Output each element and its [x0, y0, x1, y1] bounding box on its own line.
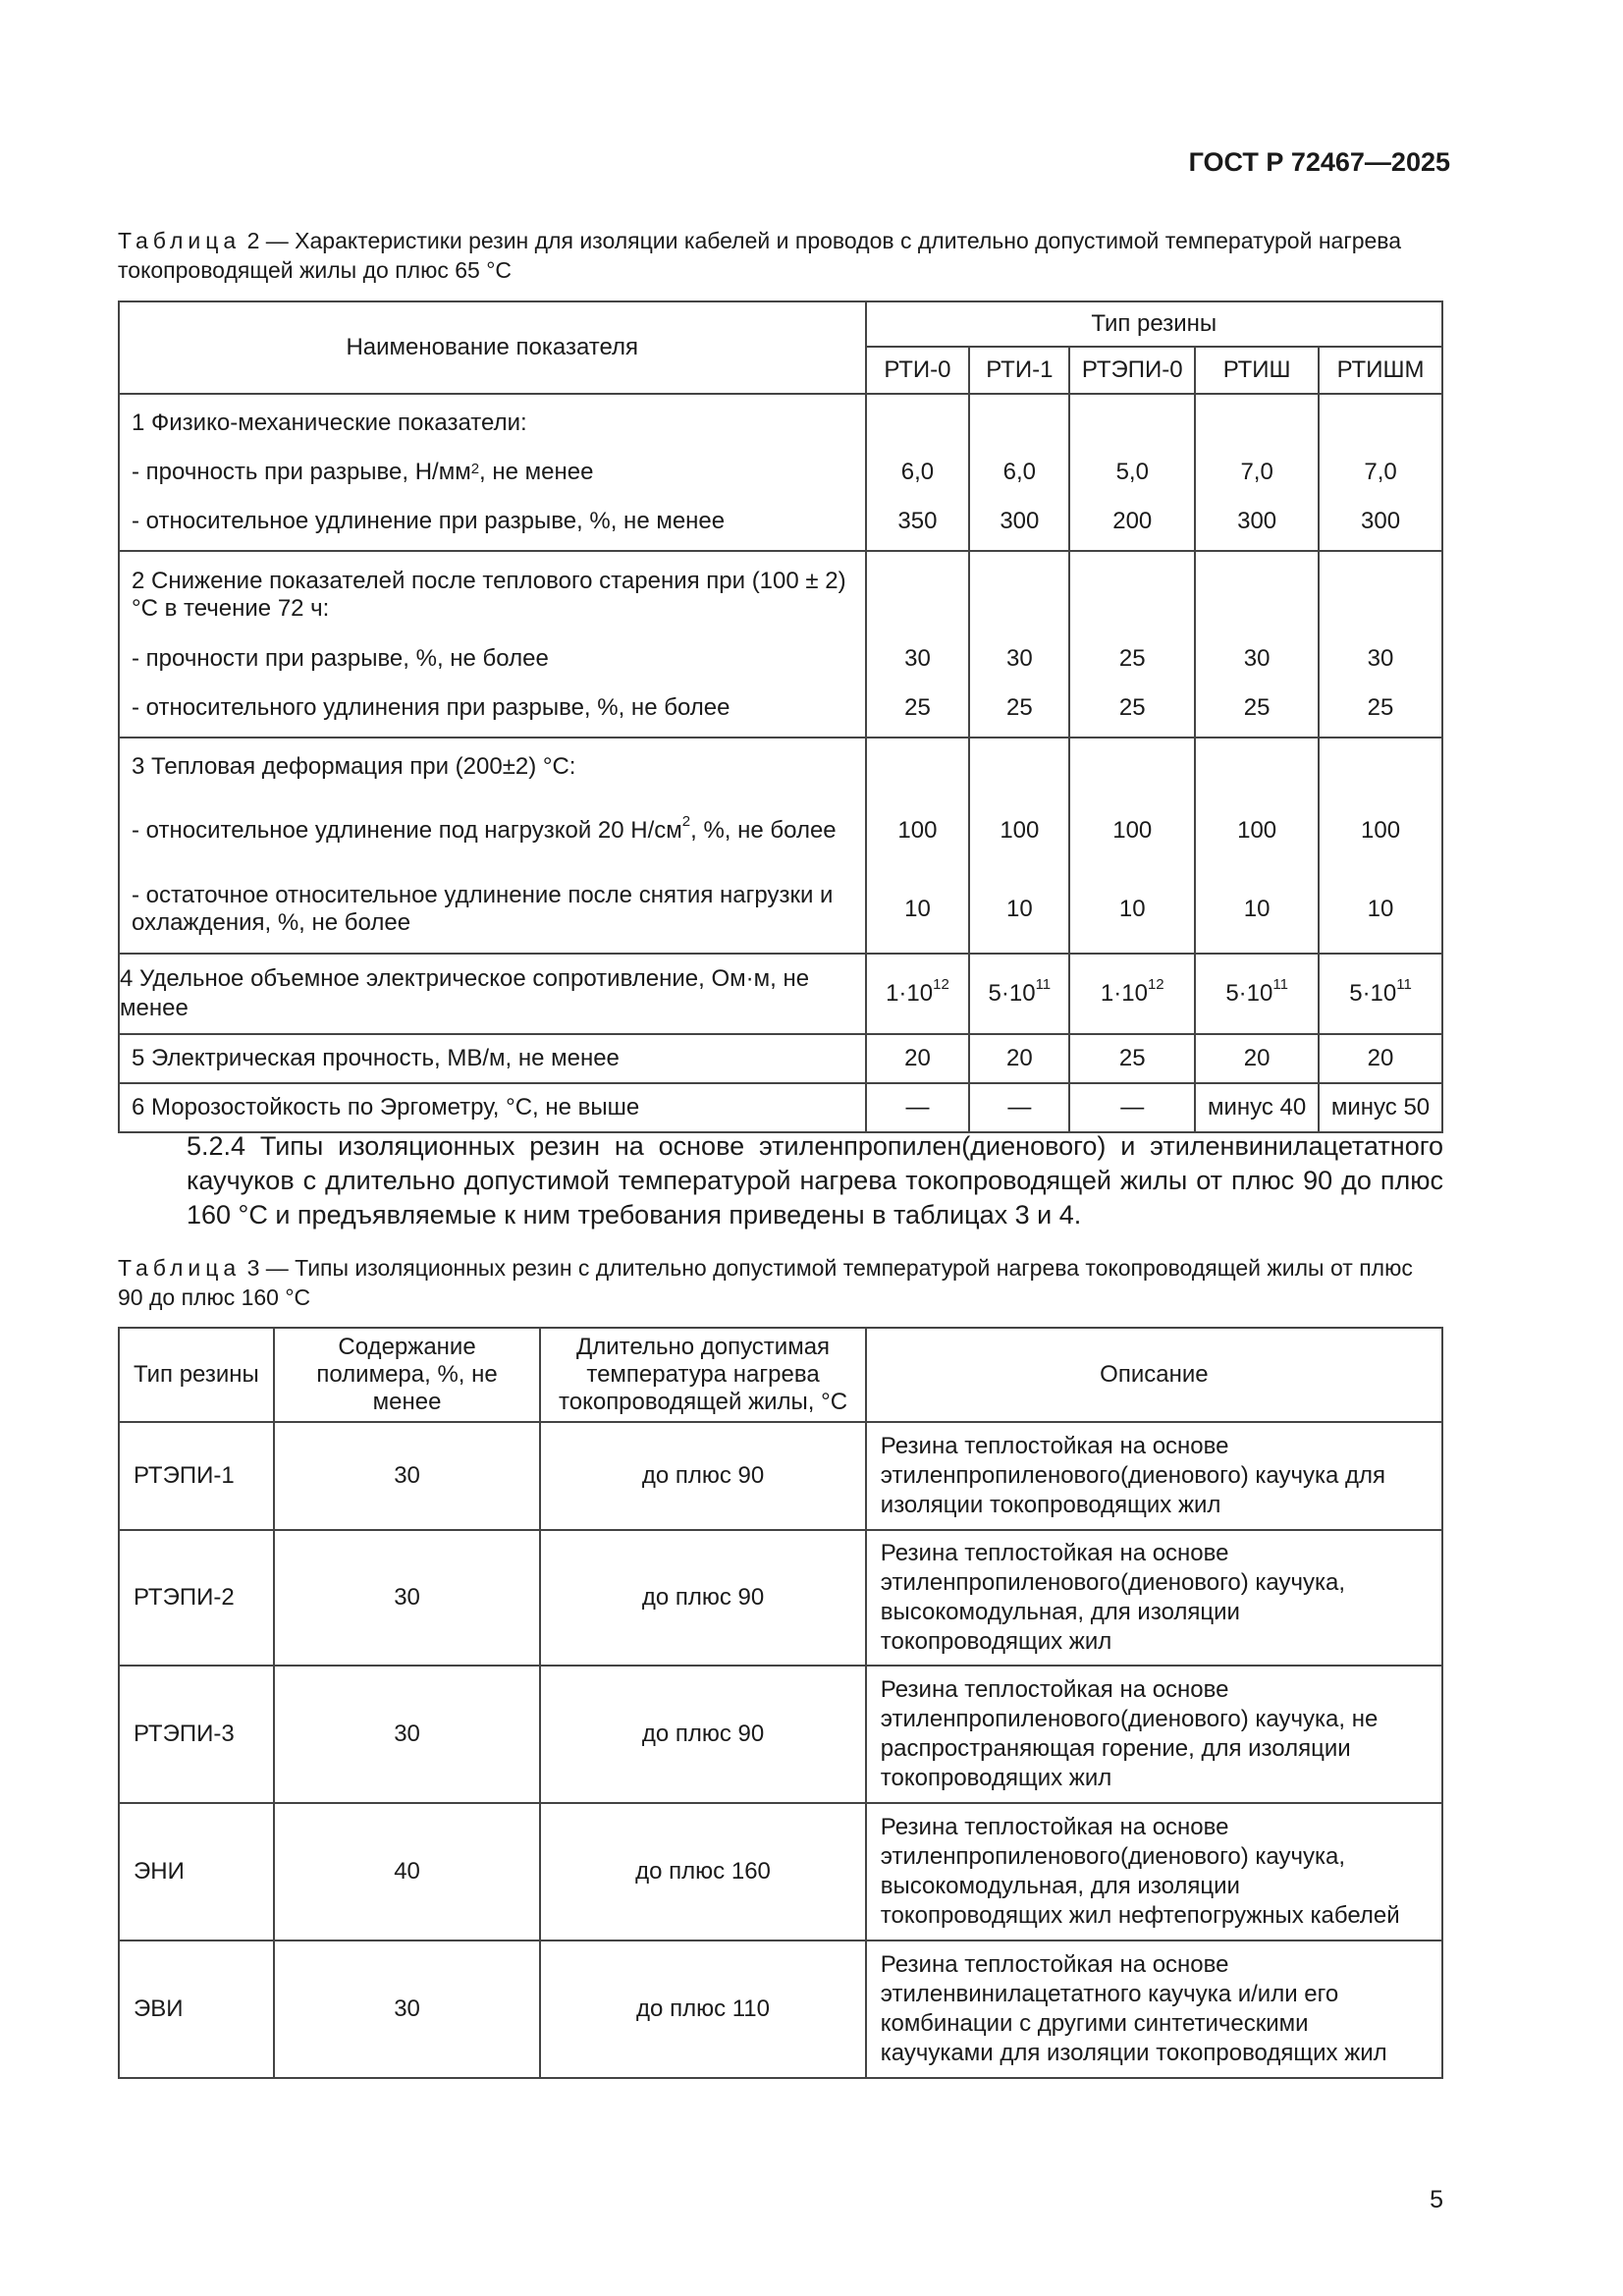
t2-cell: 10 [1243, 896, 1271, 922]
t2-type: РТИ-1 [969, 347, 1069, 394]
t2-col-group: Тип резины [866, 301, 1443, 347]
t3-desc: Резина теплостойкая на основе этиленпропиленового(диенового) каучука, не распространяющая горение, для изоляции токопроводящих жил [866, 1666, 1442, 1803]
t2-r2b-label: - относительного удлинения при разрыве, %, не более [132, 694, 730, 721]
t3-header: Описание [866, 1328, 1442, 1422]
table2 [118, 301, 1443, 1133]
table3-caption-text: 3 — Типы изоляционных резин с длительно допустимой температурой нагрева токопроводящей жилы от плюс 90 до плюс 160 °С [118, 1255, 1413, 1310]
t2-cell: $5\cdot 10^{11}$ [1319, 954, 1442, 1034]
t3-type: РТЭПИ-1 [119, 1422, 274, 1530]
t3-type: ЭНИ [119, 1803, 274, 1941]
t2-r1b-label: - относительное удлинение при разрыве, %, не менее [132, 508, 726, 534]
t3-content: 30 [274, 1530, 540, 1666]
t3-content: 30 [274, 1941, 540, 2078]
t2-cell: $1\cdot 10^{12}$ [866, 954, 970, 1034]
t2-cell: 350 [897, 508, 938, 534]
table2-caption-text: 2 — Характеристики резин для изоляции кабелей и проводов с длительно допустимой температурой нагрева токопроводящей жилы до плюс 65 °С [118, 228, 1402, 283]
t2-cell: 10 [1118, 896, 1146, 922]
t2-r2a-label: - прочности при разрыве, %, не более [132, 645, 549, 672]
t2-cell: 30 [1367, 645, 1394, 672]
t2-cell: $1\cdot 10^{12}$ [1069, 954, 1195, 1034]
t2-r1a-label: - прочность при разрыве, Н/мм $^2$ , не менее [132, 459, 594, 485]
t2-cell: 100 [1112, 817, 1153, 844]
t3-content: 30 [274, 1422, 540, 1530]
t2-cell: — [969, 1083, 1069, 1132]
t2-type: РТИШ [1195, 347, 1319, 394]
t3-temp: до плюс 90 [540, 1530, 866, 1666]
t2-sec1-title: 1 Физико-механические показатели: [132, 410, 527, 436]
table-row [119, 1422, 1442, 1530]
t2-cell: 10 [1367, 896, 1394, 922]
t3-header: Тип резины [119, 1328, 274, 1422]
t2-cell: 20 [1319, 1034, 1442, 1083]
t2-cell: 10 [1005, 896, 1033, 922]
table3 [118, 1327, 1443, 2079]
t2-cell: — [866, 1083, 970, 1132]
t2-r3a-label: - относительное удлинение под нагрузкой 20 $Н/см^2$, %, не более [132, 813, 837, 844]
t2-cell: 100 [897, 817, 938, 844]
t2-cell: 25 [1243, 694, 1271, 721]
t2-cell: 7,0 [1364, 459, 1397, 485]
table3-caption-word: Таблица [118, 1255, 242, 1281]
t2-cell: 100 [1000, 817, 1040, 844]
t2-type: РТИШМ [1319, 347, 1442, 394]
t2-type: РТЭПИ-0 [1069, 347, 1195, 394]
t2-cell: 7,0 [1240, 459, 1273, 485]
table2-caption-word: Таблица [118, 228, 242, 253]
t2-cell: 25 [1005, 694, 1033, 721]
t2-r6-label: 6 Морозостойкость по Эргометру, °С, не выше [119, 1083, 866, 1132]
t2-cell: 20 [1195, 1034, 1319, 1083]
t3-type: РТЭПИ-3 [119, 1666, 274, 1803]
t2-cell: $5\cdot 10^{11}$ [1195, 954, 1319, 1034]
t2-cell: 30 [1243, 645, 1271, 672]
t3-desc: Резина теплостойкая на основе этиленпропиленового(диенового) каучука для изоляции токопроводящих жил [866, 1422, 1442, 1530]
t3-desc: Резина теплостойкая на основе этиленвинилацетатного каучука и/или его комбинации с другими синтетическими каучуками для изоляции токопроводящих жил [866, 1941, 1442, 2078]
t2-cell: 25 [904, 694, 931, 721]
t2-cell: 30 [1005, 645, 1033, 672]
document-header: ГОСТ Р 72467—2025 [1188, 147, 1450, 177]
table3-caption [118, 1253, 1443, 1312]
t2-section-2 [119, 551, 1442, 738]
t2-section-3 [119, 738, 1442, 954]
t2-cell: 300 [1237, 508, 1277, 534]
t2-sec2-title: 2 Снижение показателей после теплового старения при (100 ± 2) °С в течение 72 ч: [132, 568, 846, 622]
page-number: 5 [1430, 2186, 1443, 2214]
t2-type: РТИ-0 [866, 347, 970, 394]
table-row [119, 1666, 1442, 1803]
t2-r4-label: 4 Удельное объемное электрическое сопротивление, Ом·м, не менее [119, 954, 866, 1034]
t2-cell: 200 [1112, 508, 1153, 534]
t3-temp: до плюс 110 [540, 1941, 866, 2078]
t3-temp: до плюс 160 [540, 1803, 866, 1941]
t3-desc: Резина теплостойкая на основе этиленпропиленового(диенового) каучука, высокомодульная, для изоляции токопроводящих жил нефтепогружных кабелей [866, 1803, 1442, 1941]
t2-cell: 300 [1361, 508, 1401, 534]
t2-cell: минус 50 [1319, 1083, 1442, 1132]
t3-desc: Резина теплостойкая на основе этиленпропиленового(диенового) каучука, высокомодульная, для изоляции токопроводящих жил [866, 1530, 1442, 1666]
t3-temp: до плюс 90 [540, 1422, 866, 1530]
t2-row-6 [119, 1083, 1442, 1132]
t2-r3b-label: - остаточное относительное удлинение после снятия нагрузки и охлаждения, %, не более [132, 882, 834, 936]
t2-sec3-title: 3 Тепловая деформация при (200±2) °С: [132, 753, 576, 780]
t2-cell: 5,0 [1115, 459, 1149, 485]
table-row [119, 1803, 1442, 1941]
t2-cell: 300 [1000, 508, 1040, 534]
t2-row-4 [119, 954, 1442, 1034]
t3-type: РТЭПИ-2 [119, 1530, 274, 1666]
t2-cell: минус 40 [1195, 1083, 1319, 1132]
table-row [119, 1530, 1442, 1666]
t3-temp: до плюс 90 [540, 1666, 866, 1803]
t2-row-5 [119, 1034, 1442, 1083]
paragraph-5-2-4: 5.2.4 Типы изоляционных резин на основе этиленпропилен(диенового) и этиленвинилацетатного каучуков с длительно допустимой температурой нагрева токопроводящей жилы от плюс 90 до плюс 160 °С и предъявляемые к ним требования приведены в таблицах 3 и 4. [187, 1131, 1443, 1230]
t2-r5-label: 5 Электрическая прочность, МВ/м, не менее [119, 1034, 866, 1083]
t2-cell: 100 [1361, 817, 1401, 844]
t3-type: ЭВИ [119, 1941, 274, 2078]
table-row [119, 1941, 1442, 2078]
t3-content: 30 [274, 1666, 540, 1803]
t2-cell: 10 [904, 896, 931, 922]
t2-section-1 [119, 394, 1442, 551]
t2-cell: 100 [1237, 817, 1277, 844]
t3-header: Содержание полимера, %, не менее [274, 1328, 540, 1422]
t2-cell: 6,0 [900, 459, 935, 485]
t2-cell: 6,0 [1002, 459, 1037, 485]
t3-content: 40 [274, 1803, 540, 1941]
t2-cell: 20 [866, 1034, 970, 1083]
table2-caption [118, 226, 1443, 285]
t2-cell: 25 [1118, 694, 1146, 721]
t2-cell: $5\cdot 10^{11}$ [969, 954, 1069, 1034]
t2-col-name: Наименование показателя [119, 301, 866, 394]
t2-cell: — [1069, 1083, 1195, 1132]
t2-cell: 25 [1118, 645, 1146, 672]
t2-cell: 25 [1367, 694, 1394, 721]
t3-header: Длительно допустимая температура нагрева токопроводящей жилы, °С [540, 1328, 866, 1422]
t2-cell: 30 [904, 645, 931, 672]
t2-cell: 25 [1069, 1034, 1195, 1083]
t2-cell: 20 [969, 1034, 1069, 1083]
